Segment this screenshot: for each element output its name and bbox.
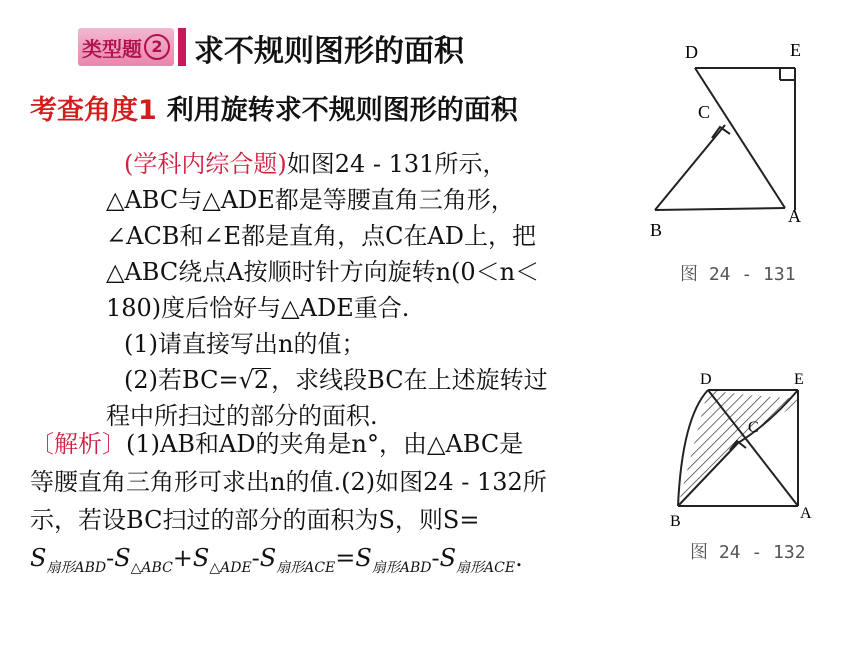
analysis-label: 〔解析〕 (30, 430, 126, 458)
problem-line: △ABC与△ADE都是等腰直角三角形， (106, 186, 515, 214)
formula-operator: - (251, 544, 260, 572)
analysis-line: (1)AB和AD的夹角是n°，由△ABC是 (126, 430, 524, 458)
label-E: E (794, 371, 804, 388)
analysis-line: 等腰直角三角形可求出n的值.(2)如图24 - 132所 (30, 468, 547, 496)
label-A: A (788, 206, 801, 226)
label-A: A (800, 505, 812, 522)
figure-caption: 图 24 - 131 (680, 264, 796, 285)
formula-subscript: △ADE (209, 559, 252, 576)
formula-term: S (30, 544, 47, 572)
problem-line: △ABC绕点A按顺时针方向旋转n(0＜n＜ (106, 258, 540, 286)
analysis-formula (30, 539, 620, 587)
formula-end: . (515, 544, 523, 572)
sqrt-sign: √ (238, 366, 254, 394)
badge-number: 2 (144, 34, 170, 60)
problem-source: (学科内综合题) (124, 150, 287, 178)
problem-line: 如图24 - 131所示， (286, 150, 507, 178)
question-1: (1)请直接写出n的值； (124, 330, 366, 358)
problem-line: 180)度后恰好与△ADE重合. (106, 294, 410, 322)
label-B: B (650, 220, 663, 240)
formula-operator: + (172, 544, 193, 572)
analysis-line: 示，若设BC扫过的部分的面积为S，则S= (30, 506, 480, 534)
problem-text (106, 146, 616, 434)
badge-text: 类型题 (82, 36, 142, 61)
label-D: D (685, 42, 698, 62)
q2-prefix: (2)若BC= (124, 366, 239, 394)
formula-term: S (439, 544, 457, 572)
formula-subscript: 扇形ACE (456, 559, 516, 576)
figure-24-132 (660, 368, 840, 573)
section-heading (30, 88, 518, 127)
formula-subscript: 扇形ABD (46, 559, 107, 576)
label-C: C (748, 419, 759, 436)
figure-24-131 (640, 30, 820, 290)
formula-subscript: 扇形ACE (276, 559, 336, 576)
figure-caption: 图 24 - 132 (690, 542, 806, 563)
label-C: C (698, 102, 711, 122)
formula-operator: - (106, 544, 115, 572)
line-BC (655, 125, 725, 210)
analysis-text (30, 425, 620, 587)
label-D: D (700, 371, 712, 388)
q2-suffix: ，求线段BC在上述旋转过 (271, 366, 548, 394)
question-2 (106, 362, 616, 398)
formula-term: S (192, 544, 210, 572)
section-title: 利用旋转求不规则图形的面积 (166, 95, 518, 126)
formula-operator: - (431, 544, 440, 572)
formula-term: S (259, 544, 277, 572)
label-E: E (790, 40, 801, 60)
question-type-badge (78, 28, 174, 66)
badge-divider (178, 28, 186, 66)
formula-subscript: 扇形ABD (371, 559, 432, 576)
formula-term: S (355, 544, 372, 572)
formula-operator: = (335, 544, 356, 572)
line-BA (655, 208, 785, 210)
question-2-cont: 程中所扫过的部分的面积. (106, 402, 378, 430)
sqrt-value: 2 (253, 366, 270, 394)
line-DA (695, 68, 785, 208)
page-title: 求不规则图形的面积 (194, 34, 464, 69)
formula-term: S (114, 544, 131, 572)
problem-line: ∠ACB和∠E都是直角，点C在AD上，把 (106, 222, 537, 250)
label-B: B (670, 513, 681, 530)
section-label: 考查角度1 (30, 95, 157, 126)
formula-subscript: △ABC (130, 559, 173, 576)
